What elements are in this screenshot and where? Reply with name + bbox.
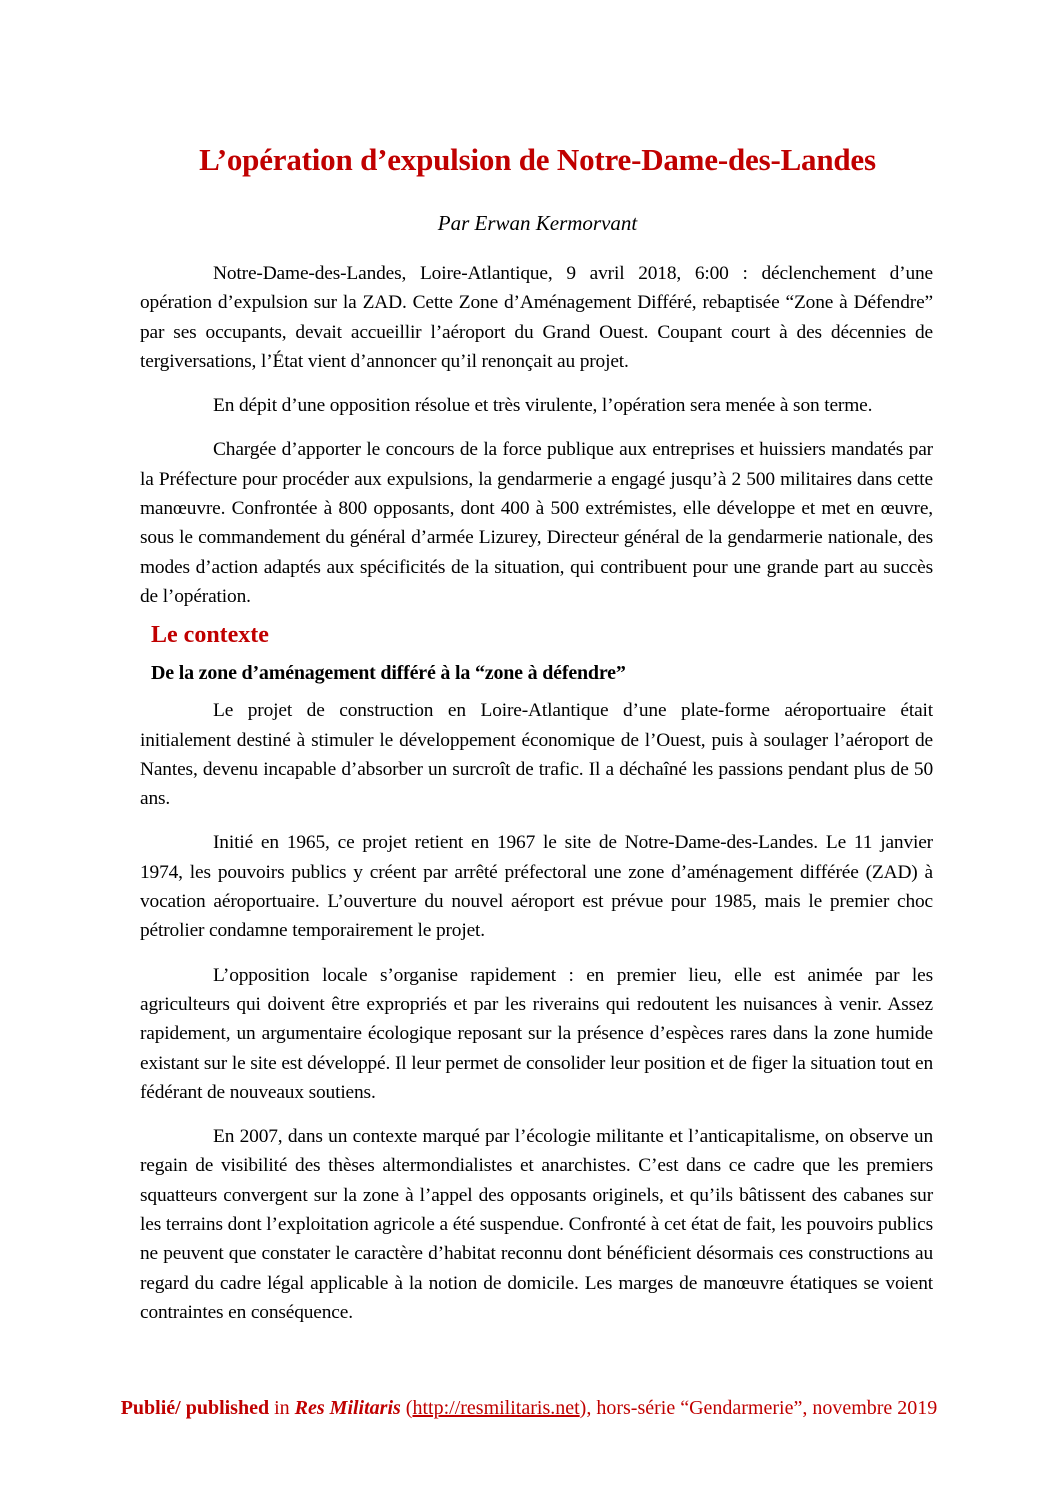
article-author: Par Erwan Kermorvant bbox=[437, 211, 638, 235]
article-title: L’opération d’expulsion de Notre-Dame-des-Landes bbox=[199, 142, 876, 177]
footer-details: , hors-série “Gendarmerie”, novembre 2019 bbox=[586, 1397, 938, 1419]
section-paragraph: Le projet de construction en Loire-Atlantique d’une plate-forme aéroportuaire était initialement destiné à stimuler le développement économique de l’Ouest, puis à soulager l’aéroport de Nantes, devenu incapable d’absorber un surcroît de trafic. Il a déchaîné les passions pendant plus de 50 ans. bbox=[140, 700, 933, 810]
intro-paragraph: Chargée d’apporter le concours de la force publique aux entreprises et huissiers mandatés par la Préfecture pour procéder aux expulsions, la gendarmerie a engagé jusqu’à 2 500 militaires dans cette manœuvre. Confrontée à 800 opposants, dont 400 à 500 extrémistes, elle développe et met en œuvre, sous le commandement du général d’armée Lizurey, Directeur général de la gendarmerie nationale, des modes d’action adaptés aux spécificités de la situation, qui contribuent pour une grande part au succès de l’opération. bbox=[140, 439, 933, 607]
article-body bbox=[140, 259, 933, 1342]
footer-in-text: in bbox=[269, 1397, 295, 1419]
intro-paragraph: Notre-Dame-des-Landes, Loire-Atlantique, 9 avril 2018, 6:00 : déclenchement d’une opération d’expulsion sur la ZAD. Cette Zone d’Aménagement Différé, rebaptisée “Zone à Défendre” par ses occupants, devait accueillir l’aéroport du Grand Ouest. Coupant court à des décennies de tergiversations, l’État vient d’annoncer qu’il renonçait au projet. bbox=[140, 263, 933, 372]
footer-link-close: ) bbox=[579, 1397, 587, 1419]
footer-journal-link[interactable]: http://resmilitaris.net bbox=[412, 1397, 580, 1419]
footer-published-label: Publié/ published bbox=[120, 1397, 270, 1419]
section-paragraph: En 2007, dans un contexte marqué par l’écologie militante et l’anticapitalisme, on observe un regain de visibilité des thèses altermondialistes et anarchistes. C’est dans ce cadre que les premiers squatteurs convergent sur la zone à l’appel des opposants originels, et qu’ils bâtissent des cabanes sur les terrains dont l’exploitation agricole a été suspendue. Confronté à cet état de fait, les pouvoirs publics ne peuvent que constater le caractère d’habitat reconnu dont bénéficient désormais ces constructions au regard du cadre légal applicable à la notion de domicile. Les marges de manœuvre étatiques se voient contraintes en conséquence. bbox=[140, 1126, 933, 1323]
publication-footer bbox=[0, 1397, 1058, 1420]
footer-journal-name: Res Militaris bbox=[294, 1397, 401, 1419]
section-paragraph: Initié en 1965, ce projet retient en 1967 le site de Notre-Dame-des-Landes. Le 11 janvier 1974, les pouvoirs publics y créent par arrêté préfectoral une zone d’aménagement différée (ZAD) à vocation aéroportuaire. L’ouverture du nouvel aéroport est prévue pour 1985, mais le premier choc pétrolier condamne temporairement le projet. bbox=[140, 832, 933, 942]
footer-link-open: ( bbox=[405, 1397, 413, 1419]
subsection-heading: De la zone d’aménagement différé à la “zone à défendre” bbox=[151, 662, 626, 685]
intro-paragraph: En dépit d’une opposition résolue et très virulente, l’opération sera menée à son terme. bbox=[213, 395, 873, 417]
section-heading: Le contexte bbox=[151, 622, 269, 649]
section-paragraph: L’opposition locale s’organise rapidement : en premier lieu, elle est animée par les agriculteurs qui doivent être expropriés et par les riverains qui redoutent les nuisances à venir. Assez rapidement, un argumentaire écologique reposant sur la présence d’espèces rares dans la zone humide existant sur le site est développé. Il leur permet de consolider leur position et de figer la situation tout en fédérant de nouveaux soutiens. bbox=[140, 964, 933, 1103]
